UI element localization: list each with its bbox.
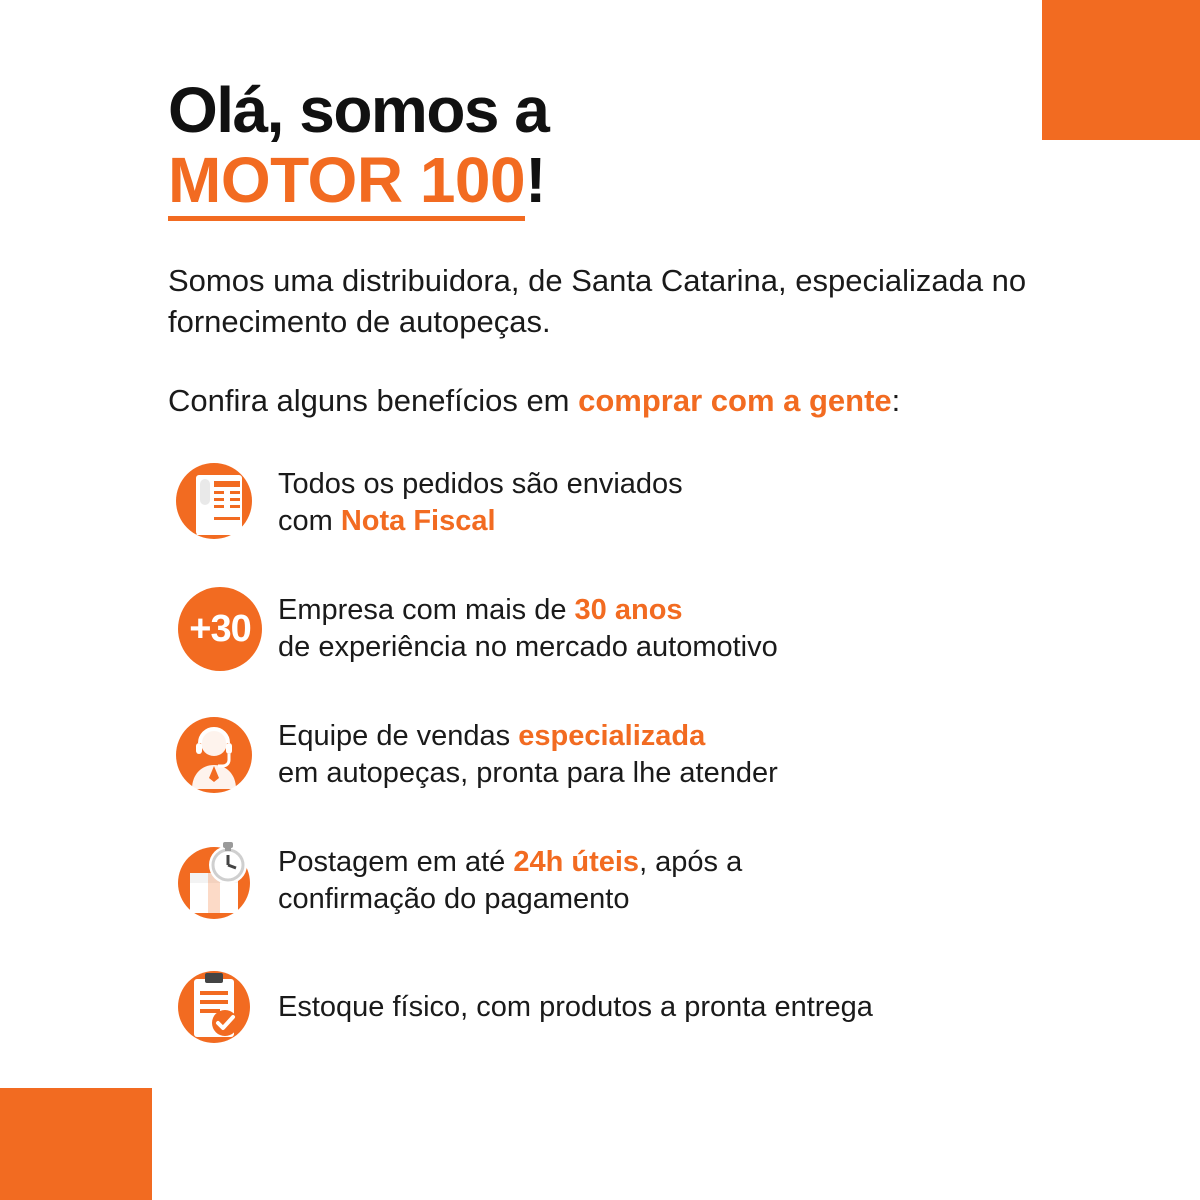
clipboard-check-icon [168, 961, 272, 1053]
list-item [168, 457, 1068, 549]
benefit-line1-highlight: 24h úteis [513, 846, 640, 879]
list-item [168, 961, 1068, 1053]
list-item [168, 583, 1068, 675]
receipt-icon [168, 457, 272, 549]
package-stopwatch-icon [168, 835, 272, 927]
support-agent-icon [168, 709, 272, 801]
content-container [168, 74, 1068, 1087]
benefit-text [272, 592, 778, 666]
intro-paragraph: Somos uma distribuidora, de Santa Catarina, especializada no fornecimento de autopeças. [168, 263, 1027, 340]
list-item [168, 835, 1068, 927]
benefit-line1-prefix: Postagem em até [278, 846, 514, 879]
headline-greeting: Olá, somos a [168, 74, 549, 146]
benefit-line1-highlight: especializada [518, 720, 706, 753]
benefit-line2: em autopeças, pronta para lhe atender [278, 757, 778, 790]
benefit-line1-suffix: , após a [639, 846, 743, 879]
benefit-line1: Estoque físico, com produtos a pronta entrega [278, 990, 873, 1023]
brand-exclamation: ! [525, 144, 546, 217]
plus-thirty-badge-icon [168, 583, 272, 675]
benefits-lead-suffix: : [891, 383, 901, 419]
benefit-text [272, 989, 873, 1026]
benefit-line2: confirmação do pagamento [278, 883, 630, 916]
benefits-lead [168, 383, 1068, 419]
benefit-text [272, 718, 778, 792]
brand-title [168, 144, 1068, 221]
badge-plus-thirty: +30 [178, 587, 262, 671]
benefit-text [272, 844, 742, 918]
page-title [168, 74, 1068, 146]
benefit-line2-prefix: com [278, 505, 341, 538]
list-item [168, 709, 1068, 801]
benefit-line1-prefix: Equipe de vendas [278, 720, 519, 753]
benefits-list [168, 457, 1068, 1053]
decorative-square-bottom-left [0, 1088, 152, 1200]
brand-name: MOTOR 100 [168, 147, 525, 221]
benefits-lead-highlight: comprar com a gente [578, 383, 892, 419]
benefit-line2-highlight: Nota Fiscal [340, 505, 496, 538]
benefits-lead-prefix: Confira alguns benefícios em [168, 383, 579, 419]
benefit-line2: de experiência no mercado automotivo [278, 631, 778, 664]
benefit-line1-prefix: Empresa com mais de [278, 594, 575, 627]
benefit-line1: Todos os pedidos são enviados [278, 468, 683, 501]
benefit-line1-highlight: 30 anos [574, 594, 683, 627]
benefit-text [272, 466, 683, 540]
